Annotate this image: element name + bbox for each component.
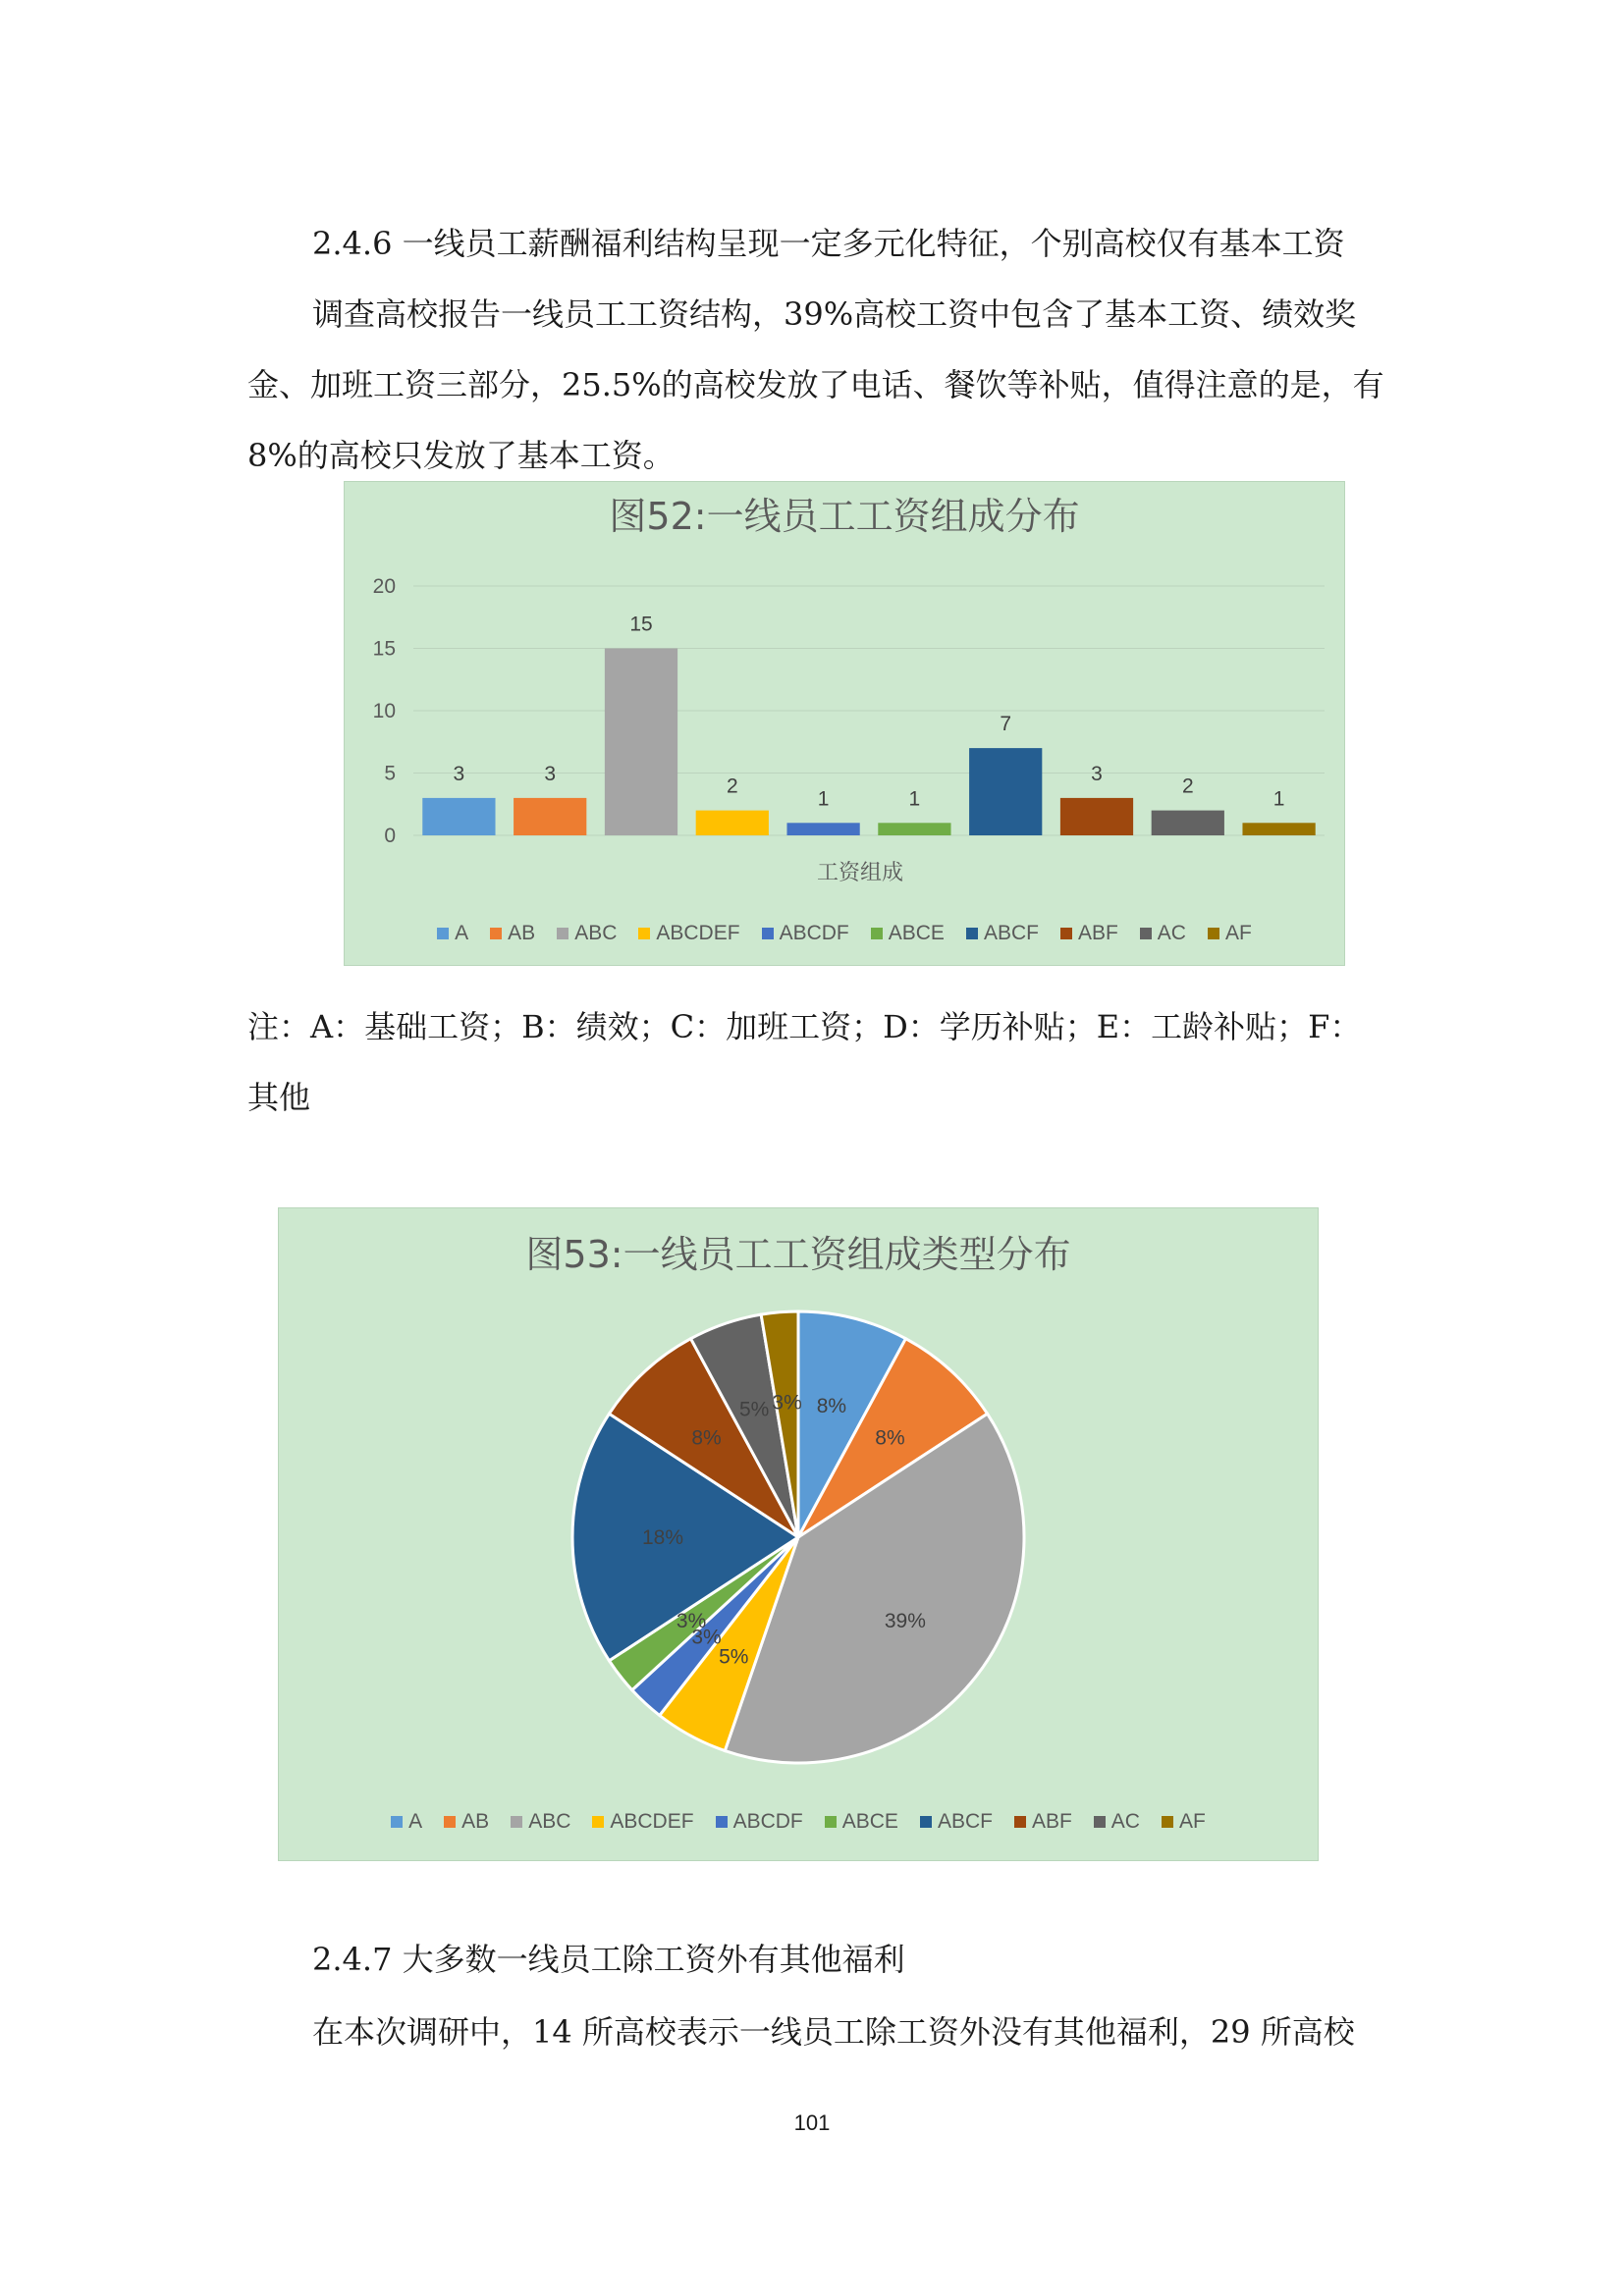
pie-legend-swatch [391,1816,403,1828]
pie-data-label: 3% [676,1609,707,1632]
bar-AC [1152,811,1224,835]
bar-legend-label: ABC [574,922,618,944]
bar-AB [514,798,586,835]
bar-y-tick-label: 0 [384,825,396,847]
bar-data-label: 2 [726,774,738,798]
bar-y-tick-label: 20 [372,575,396,598]
bar-y-tick-label: 5 [384,762,396,785]
bar-legend-swatch [1060,928,1072,939]
page-number: 101 [793,2110,831,2135]
bar-ABCE [878,823,950,835]
pie-legend-item [920,1810,993,1834]
bar-legend-label: ABCF [983,922,1039,944]
bar-legend-label: ABCDEF [656,922,740,944]
bar-data-label: 7 [1000,713,1012,736]
bar-legend-label: AC [1157,922,1186,944]
bar-chart-title: 图52:一线员工工资组成分布 [609,495,1080,538]
pie-data-label: 8% [875,1426,905,1450]
pie-legend-label: ABF [1031,1810,1072,1833]
bar-y-tick-label: 15 [372,637,396,661]
section-2-4-7-heading: 2.4.7 大多数一线员工除工资外有其他福利 [312,1941,905,1978]
pie-legend-item [444,1810,489,1834]
bar-A [422,798,495,835]
pie-legend-item [1094,1810,1140,1834]
pie-legend-item [825,1810,898,1834]
pie-legend-swatch [716,1816,728,1828]
pie-data-label: 8% [816,1395,847,1418]
pie-data-label: 3% [691,1626,722,1649]
abbreviation-note: 注：A：基础工资；B：绩效；C：加班工资；D：学历补贴；E：工龄补贴；F：其他 [247,1008,1362,1116]
bar-legend-item [437,922,468,945]
pie-legend-label: ABCDF [732,1810,803,1833]
bar-ABCDF [786,823,859,835]
bar-x-axis-title: 工资组成 [816,861,904,885]
pie-legend-swatch [920,1816,932,1828]
pie-data-label: 18% [641,1526,684,1549]
pie-data-label: 8% [691,1426,722,1450]
pie-legend-item [391,1810,422,1834]
bar-y-ticks [373,575,396,847]
bar-marks [422,614,1315,836]
bar-legend-item [557,922,617,945]
section-2-4-6-heading: 2.4.6 一线员工薪酬福利结构呈现一定多元化特征，个别高校仅有基本工资 [312,225,1345,262]
bar-ABF [1060,798,1133,835]
bar-data-label: 1 [1272,787,1285,811]
bar-legend-item [966,922,1039,945]
pie-data-label: 5% [739,1398,770,1421]
pie-data-label: 39% [884,1609,926,1632]
bar-chart-fig52 [344,481,1345,966]
bar-legend-swatch [966,928,978,939]
bar-legend-item [490,922,535,945]
bar-legend-swatch [871,928,883,939]
pie-legend-label: ABCF [937,1810,993,1833]
pie-legend-label: AC [1110,1810,1140,1833]
pie-legend-label: ABC [528,1810,571,1833]
bar-data-label: 2 [1181,774,1194,798]
bar-legend-swatch [638,928,650,939]
pie-chart-title: 图53:一线员工工资组成类型分布 [525,1233,1071,1276]
pie-chart-plot [279,1208,1318,1802]
pie-legend-label: AF [1178,1810,1206,1833]
bar-legend-label: AF [1224,922,1252,944]
bar-legend-item [871,922,945,945]
pie-legend-label: ABCE [841,1810,898,1833]
section-2-4-7-body: 在本次调研中，14 所高校表示一线员工除工资外没有其他福利，29 所高校 [312,2013,1355,2051]
section-2-4-6-body: 调查高校报告一线员工工资结构，39%高校工资中包含了基本工资、绩效奖金、加班工资三部分，25.5%的高校发放了电话、餐饮等补贴，值得注意的是，有 8%的高校只发放了基本工资。 [247,295,1384,474]
pie-legend-swatch [1094,1816,1106,1828]
bar-ABC [605,649,677,836]
bar-legend-swatch [437,928,449,939]
bar-ABCF [969,748,1042,835]
pie-data-label: 5% [719,1645,749,1669]
bar-legend-item [638,922,739,945]
bar-data-label: 3 [1091,762,1103,785]
pie-legend [279,1802,1318,1842]
bar-legend-label: ABF [1077,922,1118,944]
pie-legend-item [1014,1810,1072,1834]
pie-legend-label: A [408,1810,423,1833]
pie-legend-label: AB [461,1810,490,1833]
pie-legend-item [511,1810,570,1834]
bar-legend-label: AB [508,922,536,944]
bar-legend-label: A [455,922,469,944]
pie-legend-swatch [825,1816,837,1828]
pie-legend-item [1162,1810,1206,1834]
bar-data-label: 1 [908,787,921,811]
pie-legend-item [716,1810,803,1834]
bar-AF [1242,823,1315,835]
bar-legend-swatch [762,928,774,939]
bar-legend-label: ABCE [888,922,945,944]
bar-legend-label: ABCDF [779,922,849,944]
pie-chart-fig53 [278,1207,1319,1861]
pie-data-label: 3% [772,1391,802,1415]
bar-data-label: 3 [453,762,465,785]
pie-legend-swatch [1014,1816,1026,1828]
bar-legend-item [1208,922,1252,945]
pie-legend-swatch [592,1816,604,1828]
bar-legend-item [1060,922,1118,945]
bar-data-label: 15 [629,613,653,636]
bar-legend-swatch [1208,928,1219,939]
bar-chart-plot [345,482,1344,914]
pie-legend-label: ABCDEF [610,1810,694,1833]
bar-legend-swatch [557,928,568,939]
pie-legend-swatch [1162,1816,1173,1828]
bar-legend-item [762,922,849,945]
bar-y-tick-label: 10 [372,700,396,722]
bar-legend-swatch [490,928,502,939]
pie-legend-swatch [511,1816,522,1828]
bar-legend [345,914,1344,953]
bar-data-label: 3 [544,762,557,785]
bar-legend-item [1140,922,1186,945]
bar-ABCDEF [696,811,769,835]
pie-legend-swatch [444,1816,456,1828]
pie-slices [572,1311,1024,1763]
bar-legend-swatch [1140,928,1152,939]
pie-legend-item [592,1810,693,1834]
bar-data-label: 1 [817,787,830,811]
